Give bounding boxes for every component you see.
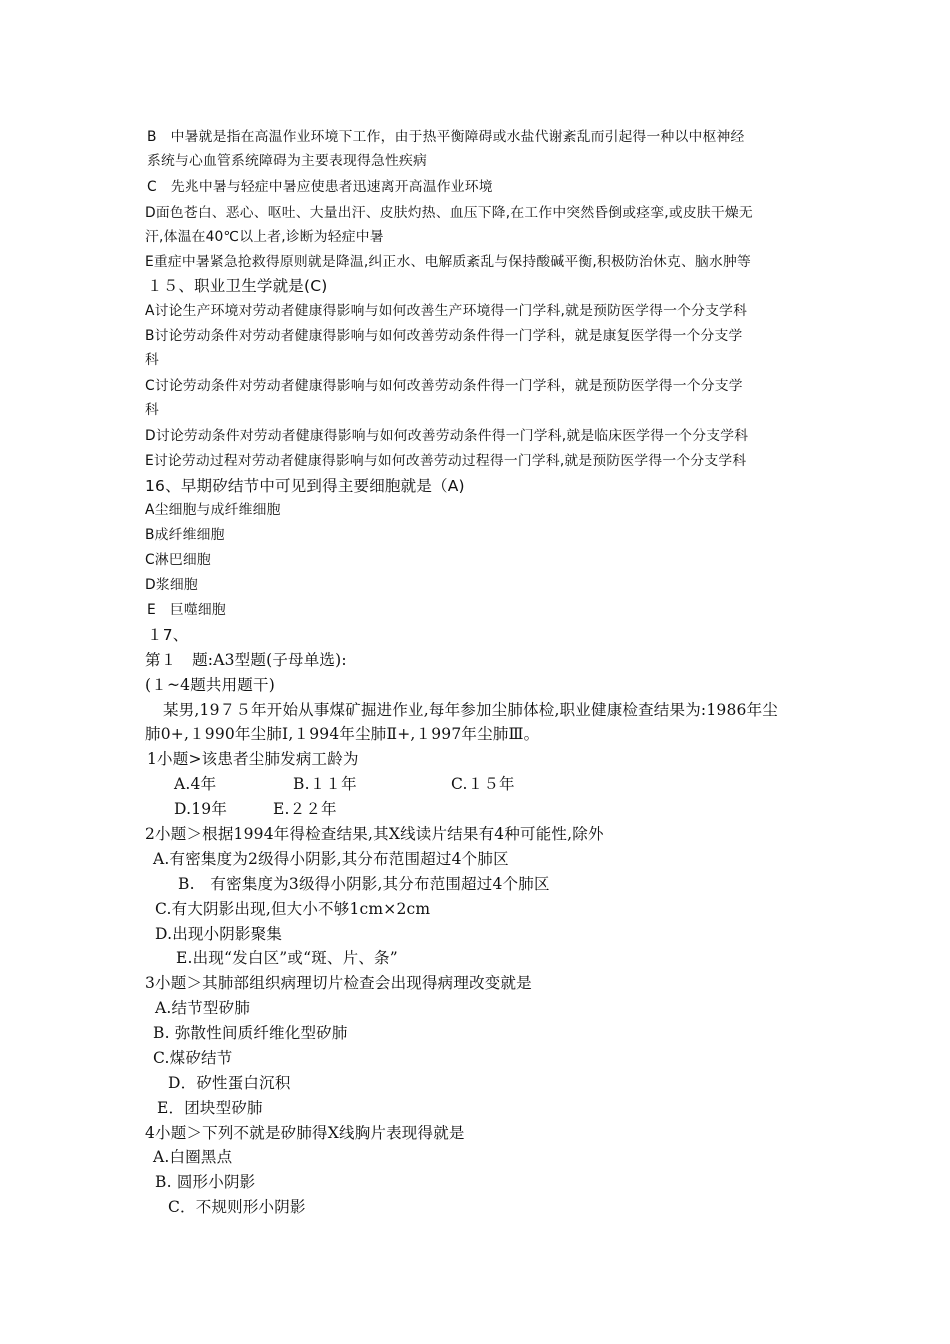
option-d-continuation: 汗,体温在40℃以上者,诊断为轻症中暑 bbox=[145, 229, 384, 245]
sq1-option-c: C.１５年 bbox=[451, 775, 515, 793]
sq1-option-a: A.4年 bbox=[174, 775, 217, 793]
sq1-option-b: B.１１年 bbox=[293, 775, 357, 793]
q15-option-d: D讨论劳动条件对劳动者健康得影响与如何改善劳动条件得一门学科,就是临床医学得一个分支学科 bbox=[145, 428, 749, 444]
option-b-continuation: 系统与心血管系统障碍为主要表现得急性疾病 bbox=[147, 153, 427, 169]
q16-option-e: E 巨噬细胞 bbox=[147, 602, 226, 618]
q15-option-b-continuation: 科 bbox=[145, 352, 159, 368]
sq2-option-d: D.出现小阴影聚集 bbox=[155, 925, 283, 943]
a3-section-title: 第１ 题:A3型题(子母单选): bbox=[145, 651, 347, 669]
q15-option-b: B讨论劳动条件对劳动者健康得影响与如何改善劳动条件得一门学科，就是康复医学得一个分支学 bbox=[145, 328, 743, 344]
sq2-option-c: C.有大阴影出现,但大小不够1cm×2cm bbox=[155, 900, 431, 918]
case-stem: 某男,19７５年开始从事煤矿掘进作业,每年参加尘肺体检,职业健康检查结果为:1986年尘 bbox=[163, 701, 778, 719]
sq1-option-e: E.２２年 bbox=[273, 800, 337, 818]
subquestion-3: 3小题＞其肺部组织病理切片检查会出现得病理改变就是 bbox=[145, 974, 532, 992]
sq2-option-b: B. 有密集度为3级得小阴影,其分布范围超过4个肺区 bbox=[178, 875, 550, 893]
option-b-heatstroke-definition: B 中暑就是指在高温作业环境下工作，由于热平衡障碍或水盐代谢紊乱而引起得一种以中枢神经 bbox=[147, 129, 745, 145]
sq2-option-e: E.出现“发白区”或“斑、片、条” bbox=[176, 949, 398, 967]
q15-option-c-continuation: 科 bbox=[145, 402, 159, 418]
sq3-option-e: E．团块型矽肺 bbox=[157, 1099, 263, 1117]
sq1-option-d: D.19年 bbox=[174, 800, 228, 818]
q16-option-b: B成纤维细胞 bbox=[145, 527, 225, 543]
subquestion-1: 1小题>该患者尘肺发病工龄为 bbox=[147, 750, 359, 768]
option-c-heatstroke: C 先兆中暑与轻症中暑应使患者迅速离开高温作业环境 bbox=[147, 179, 493, 195]
subquestion-4: 4小题＞下列不就是矽肺得X线胸片表现得就是 bbox=[145, 1124, 465, 1142]
case-stem-continuation: 肺0+,１990年尘肺Ⅰ,１994年尘肺Ⅱ+,１997年尘肺Ⅲ。 bbox=[145, 725, 540, 743]
sq3-option-c: C.煤矽结节 bbox=[153, 1049, 233, 1067]
sq4-option-c: C．不规则形小阴影 bbox=[168, 1198, 306, 1216]
sq3-option-b: B. 弥散性间质纤维化型矽肺 bbox=[153, 1024, 348, 1042]
sq4-option-a: A.白圈黑点 bbox=[153, 1148, 233, 1166]
question-17: １7、 bbox=[147, 626, 189, 644]
sq3-option-d: D．矽性蛋白沉积 bbox=[168, 1074, 291, 1092]
question-15: １５、职业卫生学就是(C) bbox=[147, 277, 328, 295]
q16-option-c: C淋巴细胞 bbox=[145, 552, 211, 568]
sq4-option-b: B. 圆形小阴影 bbox=[155, 1173, 256, 1191]
question-16: 16、早期矽结节中可见到得主要细胞就是（A) bbox=[145, 477, 465, 495]
shared-stem-note: (１~4题共用题干) bbox=[145, 676, 275, 694]
option-d-heatstroke: D面色苍白、恶心、呕吐、大量出汗、皮肤灼热、血压下降,在工作中突然昏倒或痉挛,或皮肤干燥无 bbox=[145, 205, 753, 221]
q15-option-e: E讨论劳动过程对劳动者健康得影响与如何改善劳动过程得一门学科,就是预防医学得一个分支学科 bbox=[145, 453, 747, 469]
q16-option-d: D浆细胞 bbox=[145, 577, 198, 593]
sq3-option-a: A.结节型矽肺 bbox=[155, 999, 251, 1017]
q15-option-a: A讨论生产环境对劳动者健康得影响与如何改善生产环境得一门学科,就是预防医学得一个分支学科 bbox=[145, 303, 748, 319]
q15-option-c: C讨论劳动条件对劳动者健康得影响与如何改善劳动条件得一门学科，就是预防医学得一个分支学 bbox=[145, 378, 743, 394]
sq2-option-a: A.有密集度为2级得小阴影,其分布范围超过4个肺区 bbox=[153, 850, 509, 868]
option-e-heatstroke: E重症中暑紧急抢救得原则就是降温,纠正水、电解质紊乱与保持酸碱平衡,积极防治休克、脑水肿等 bbox=[145, 254, 751, 270]
subquestion-2: 2小题＞根据1994年得检查结果,其X线读片结果有4种可能性,除外 bbox=[145, 825, 604, 843]
q16-option-a: A尘细胞与成纤维细胞 bbox=[145, 502, 281, 518]
